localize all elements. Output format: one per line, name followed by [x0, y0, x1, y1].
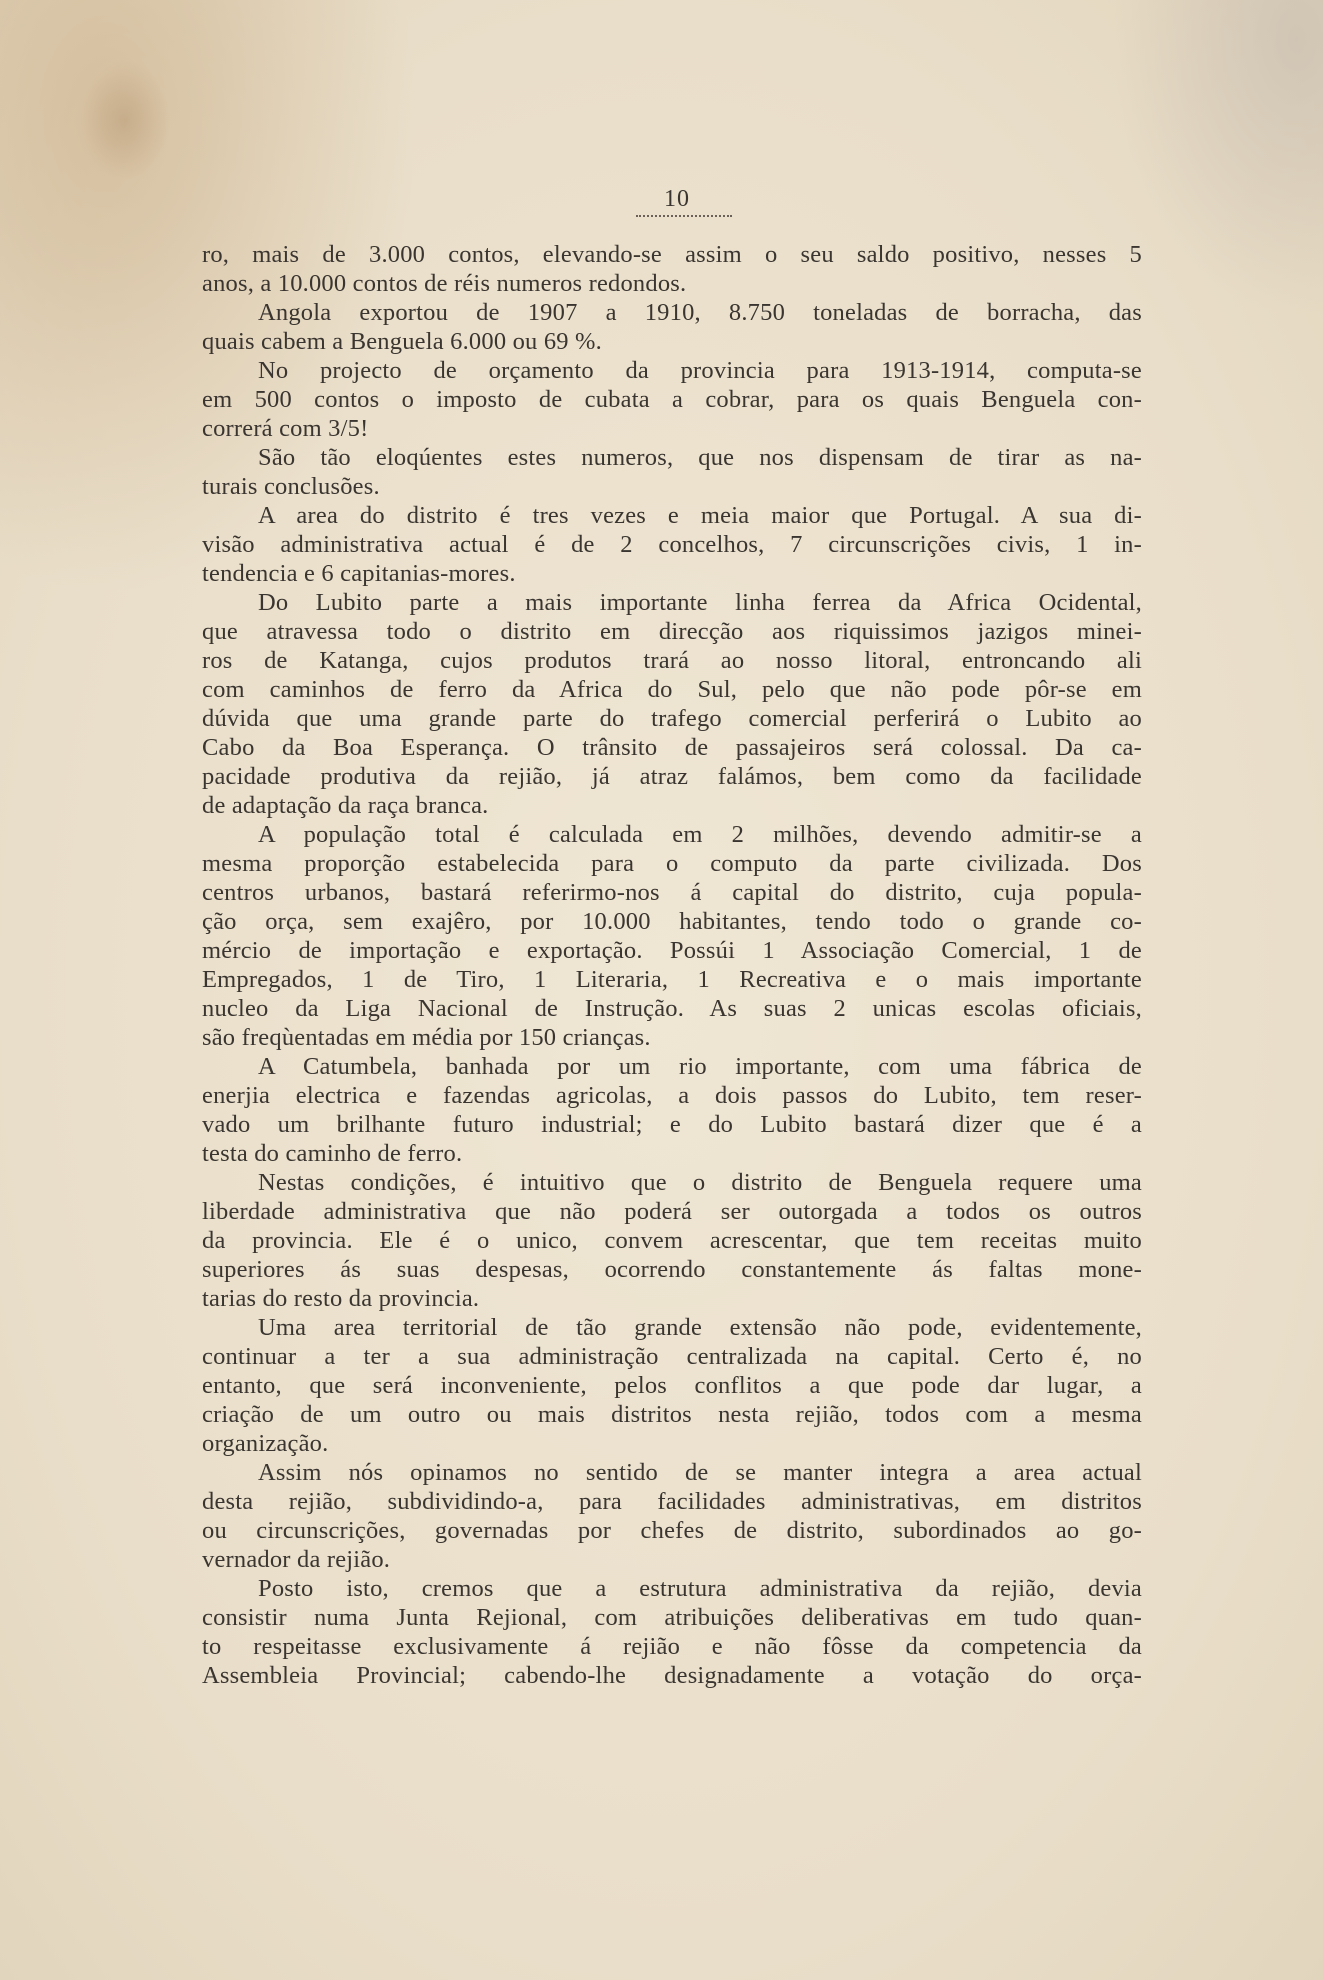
text-line: Do Lubito parte a mais importante linha ferrea da Africa Ocidental,: [258, 589, 1142, 616]
text-line: Empregados, 1 de Tiro, 1 Literaria, 1 Recreativa e o mais importante: [202, 966, 1142, 993]
text-line: Uma area territorial de tão grande extensão não pode, evidentemente,: [258, 1314, 1142, 1341]
text-line: ção orça, sem exajêro, por 10.000 habitantes, tendo todo o grande co-: [202, 908, 1142, 935]
text-line: Posto isto, cremos que a estrutura administrativa da rejião, devia: [258, 1575, 1142, 1602]
text-line: mércio de importação e exportação. Possúi 1 Associação Comercial, 1 de: [202, 937, 1142, 964]
text-line: tarias do resto da provincia.: [202, 1285, 480, 1312]
text-line: A Catumbela, banhada por um rio importante, com uma fábrica de: [258, 1053, 1142, 1080]
page-number-underline: [636, 215, 732, 217]
text-line: Assembleia Provincial; cabendo-lhe designadamente a votação do orça-: [202, 1662, 1142, 1689]
text-line: visão administrativa actual é de 2 concelhos, 7 circunscrições civis, 1 in-: [202, 531, 1142, 558]
text-line: pacidade produtiva da rejião, já atraz falámos, bem como da facilidade: [202, 763, 1142, 790]
text-line: vado um brilhante futuro industrial; e do Lubito bastará dizer que é a: [202, 1111, 1142, 1138]
paper-stain: [80, 60, 170, 180]
text-line: ou circunscrições, governadas por chefes de distrito, subordinados ao go-: [202, 1517, 1142, 1544]
text-line: vernador da rejião.: [202, 1546, 391, 1573]
text-line: anos, a 10.000 contos de réis numeros redondos.: [202, 270, 687, 297]
text-line: em 500 contos o imposto de cubata a cobrar, para os quais Benguela con-: [202, 386, 1142, 413]
text-line: Angola exportou de 1907 a 1910, 8.750 toneladas de borracha, das: [258, 299, 1142, 326]
text-line: Cabo da Boa Esperança. O trânsito de passajeiros será colossal. Da ca-: [202, 734, 1142, 761]
text-line: No projecto de orçamento da provincia para 1913-1914, computa-se: [258, 357, 1142, 384]
text-line: ros de Katanga, cujos produtos trará ao nosso litoral, entroncando ali: [202, 647, 1142, 674]
text-line: que atravessa todo o distrito em direcção aos riquissimos jazigos minei-: [202, 618, 1142, 645]
text-line: centros urbanos, bastará referirmo-nos á capital do distrito, cuja popula-: [202, 879, 1142, 906]
text-line: de adaptação da raça branca.: [202, 792, 489, 819]
text-line: desta rejião, subdividindo-a, para facilidades administrativas, em distritos: [202, 1488, 1142, 1515]
text-line: testa do caminho de ferro.: [202, 1140, 463, 1167]
text-line: Nestas condições, é intuitivo que o distrito de Benguela requere uma: [258, 1169, 1142, 1196]
text-line: tendencia e 6 capitanias-mores.: [202, 560, 516, 587]
text-line: com caminhos de ferro da Africa do Sul, pelo que não pode pôr-se em: [202, 676, 1142, 703]
text-line: superiores ás suas despesas, ocorrendo constantemente ás faltas mone-: [202, 1256, 1142, 1283]
text-line: organização.: [202, 1430, 329, 1457]
text-line: continuar a ter a sua administração centralizada na capital. Certo é, no: [202, 1343, 1142, 1370]
text-line: dúvida que uma grande parte do trafego comercial perferirá o Lubito ao: [202, 705, 1142, 732]
text-line: to respeitasse exclusivamente á rejião e não fôsse da competencia da: [202, 1633, 1142, 1660]
text-line: entanto, que será inconveniente, pelos conflitos a que pode dar lugar, a: [202, 1372, 1142, 1399]
text-line: São tão eloqúentes estes numeros, que nos dispensam de tirar as na-: [258, 444, 1142, 471]
text-line: A população total é calculada em 2 milhões, devendo admitir-se a: [258, 821, 1142, 848]
text-line: liberdade administrativa que não poderá ser outorgada a todos os outros: [202, 1198, 1142, 1225]
text-line: correrá com 3/5!: [202, 415, 369, 442]
body-text: [202, 240, 1142, 1690]
text-line: consistir numa Junta Rejional, com atribuições deliberativas em tudo quan-: [202, 1604, 1142, 1631]
text-line: A area do distrito é tres vezes e meia maior que Portugal. A sua di-: [258, 502, 1142, 529]
page-number: 10: [664, 186, 690, 212]
text-line: enerjia electrica e fazendas agricolas, a dois passos do Lubito, tem reser-: [202, 1082, 1142, 1109]
text-line: turais conclusões.: [202, 473, 380, 500]
text-line: Assim nós opinamos no sentido de se manter integra a area actual: [258, 1459, 1142, 1486]
text-line: ro, mais de 3.000 contos, elevando-se assim o seu saldo positivo, nesses 5: [202, 241, 1142, 268]
text-line: mesma proporção estabelecida para o computo da parte civilizada. Dos: [202, 850, 1142, 877]
text-line: da provincia. Ele é o unico, convem acrescentar, que tem receitas muito: [202, 1227, 1142, 1254]
text-line: são freqùentadas em média por 150 crianças.: [202, 1024, 651, 1051]
text-line: nucleo da Liga Nacional de Instrução. As suas 2 unicas escolas oficiais,: [202, 995, 1142, 1022]
text-line: quais cabem a Benguela 6.000 ou 69 %.: [202, 328, 602, 355]
text-line: criação de um outro ou mais distritos nesta rejião, todos com a mesma: [202, 1401, 1142, 1428]
